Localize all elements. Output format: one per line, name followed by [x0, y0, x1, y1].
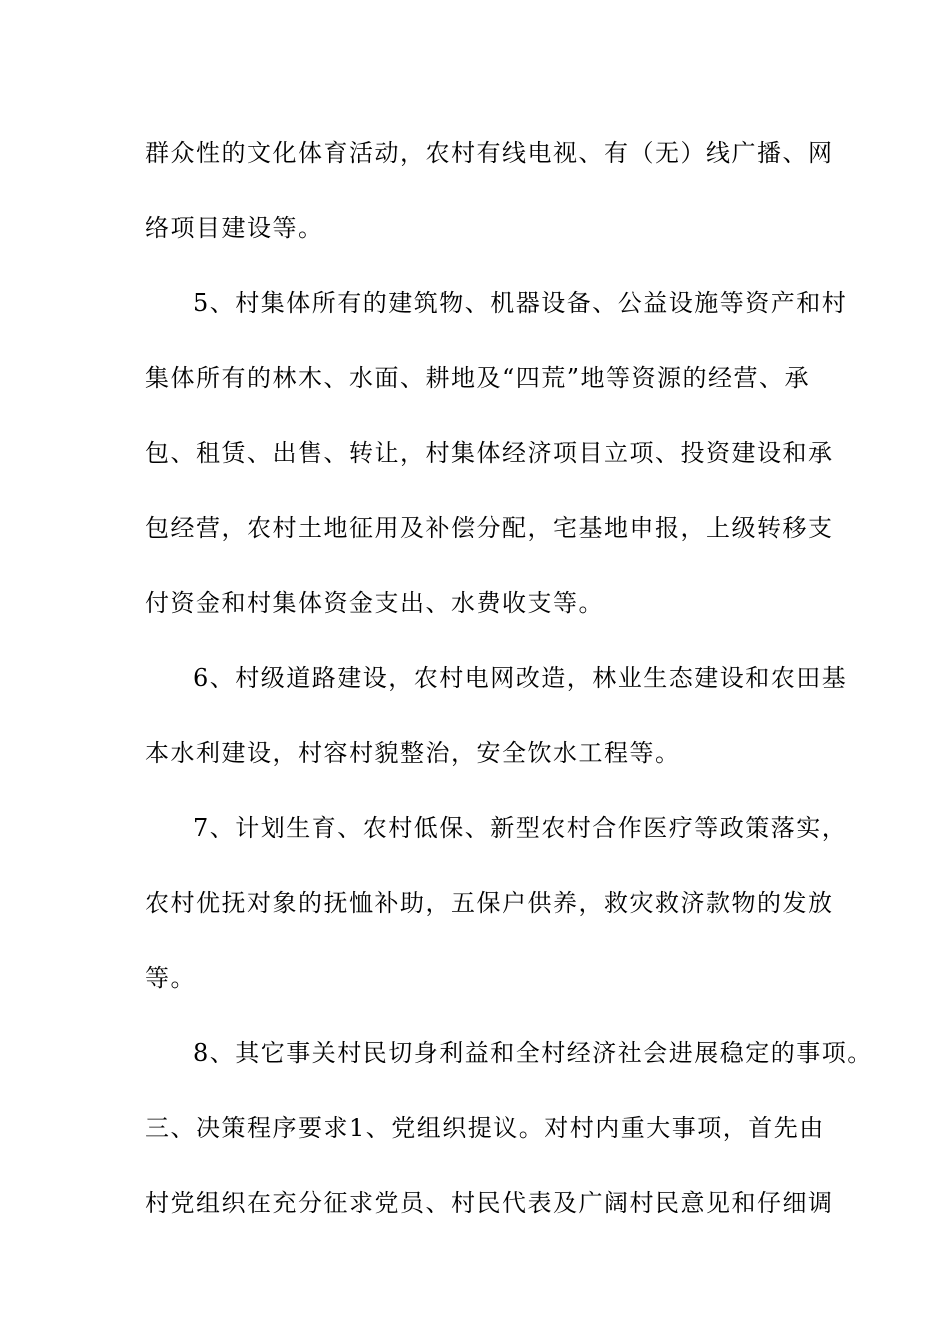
paragraph-5-start: 5、村集体所有的建筑物、机器设备、公益设施等资产和村: [193, 289, 848, 317]
text-line: 包经营，农村土地征用及补偿分配，宅基地申报，上级转移支: [145, 514, 834, 542]
text-line: 本水利建设，村容村貌整治，安全饮水工程等。: [145, 739, 681, 767]
section-3-start: 三、决策程序要求1、党组织提议。对村内重大事项，首先由: [145, 1114, 825, 1142]
paragraph-6-start: 6、村级道路建设，农村电网改造，林业生态建设和农田基: [193, 664, 848, 692]
text-line: 络项目建设等。: [145, 214, 324, 242]
text-line: 集体所有的林木、水面、耕地及“四荒”地等资源的经营、承: [145, 364, 811, 392]
paragraph-8-start: 8、其它事关村民切身利益和全村经济社会进展稳定的事项。: [193, 1039, 873, 1067]
text-line: 群众性的文化体育活动，农村有线电视、有（无）线广播、网: [145, 139, 834, 167]
text-line: 付资金和村集体资金支出、水费收支等。: [145, 589, 604, 617]
text-line: 包、租赁、出售、转让，村集体经济项目立项、投资建设和承: [145, 439, 834, 467]
text-line: 农村优抚对象的抚恤补助，五保户供养，救灾救济款物的发放: [145, 889, 834, 917]
text-line: 村党组织在充分征求党员、村民代表及广阔村民意见和仔细调: [145, 1189, 834, 1217]
paragraph-7-start: 7、计划生育、农村低保、新型农村合作医疗等政策落实，: [193, 814, 848, 842]
text-line: 等。: [145, 964, 196, 992]
